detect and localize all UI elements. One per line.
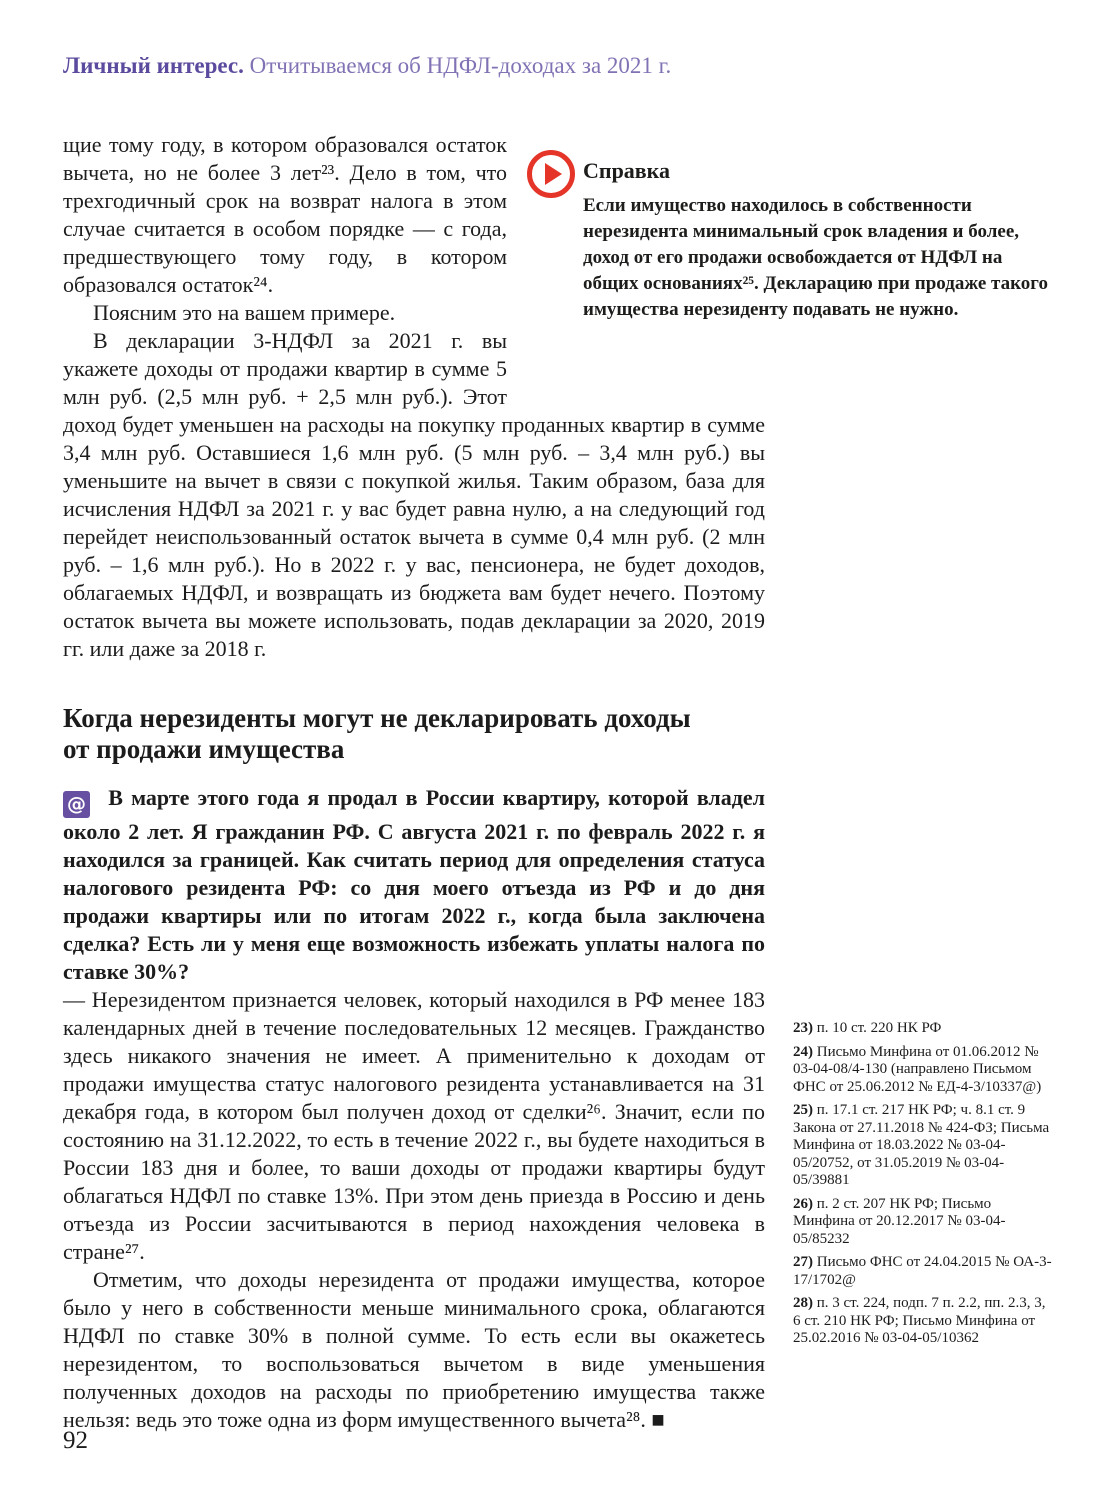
footnote-number: 23) [793,1020,813,1036]
rubric-label: Личный интерес. [63,53,244,78]
footnotes-column [793,1020,1055,1354]
footnote-number: 24) [793,1043,813,1060]
section-heading: Когда нерезиденты могут не декларировать доходы от продажи имущества [63,703,691,764]
paragraph-example: В декларации 3-НДФЛ за 2021 г. вы укажете доходы от продажи квартир в сумме 5 млн руб. (2,5 млн руб. + 2,5 млн руб.). Этот доход будет уменьшен на расходы на покупку проданных квартир в сумме 3,4 млн руб. Оставшиеся 1,6 млн руб. (5 млн руб. – 3,4 млн руб.) вы уменьшите на вычет в связи с покупкой жилья. Таким образом, база для исчисления НДФЛ за 2021 г. у вас будет равна нулю, а на следующий год перейдет неиспользованный остаток вычета в сумме 0,4 млн руб. (2 млн руб. – 1,6 млн руб.). Но в 2022 г. у вас, пенсионера, не будет доходов, облагаемых НДФЛ, и возвращать из бюджета вам будет нечего. Поэтому остаток вычета вы можете использовать, подав декларации за 2020, 2019 гг. или даже за 2018 г. [63,328,765,661]
page-number: 92 [63,1427,88,1454]
article-body [63,131,765,1434]
reference-box-text: Если имущество находилось в собственности нерезидента минимальный срок владения и более, доход от его продажи освобождается от НДФЛ на общих основаниях²⁵. Декларацию при продаже такого имущества нерезиденту подавать не нужно. [583,195,1048,320]
footnote-28 [793,1295,1055,1348]
paragraph-example-intro: Поясним это на вашем примере. [93,300,396,325]
footnote-text: п. 10 ст. 220 НК РФ [816,1020,942,1036]
reference-box-title: Справка [583,158,671,183]
reference-box [527,148,1049,323]
answer-paragraph-2: Отметим, что доходы нерезидента от продажи имущества, которое было у него в собственности меньше минимального срока, облагаются НДФЛ по ставке 30% в полной сумме. То есть если вы окажетесь нерезидентом, то воспользоваться вычетом в виде уменьшения полученных доходов на расходы по приобретению имущества также нельзя: ведь это тоже одна из форм имущественного вычета²⁸. ■ [63,1267,765,1432]
reader-letter-icon: @ [63,791,90,818]
rubric-subtitle: Отчитываемся об НДФЛ-доходах за 2021 г. [249,53,672,78]
play-circle-icon [527,150,575,198]
footnote-text: п. 2 ст. 207 НК РФ; Письмо Минфина от 20.12.2017 № 03-04-05/85232 [793,1195,1006,1247]
footnote-number: 26) [793,1195,813,1212]
reader-question [63,784,765,986]
footnote-23 [793,1020,1055,1038]
answer-paragraph-1: — Нерезидентом признается человек, который находился в РФ менее 183 календарных дней в течение последовательных 12 месяцев. Гражданство здесь никакого значения не имеет. А применительно к доходам от продажи имущества статус налогового резидента устанавливается на 31 декабря года, в котором был получен доход от сделки²⁶. Значит, если по состоянию на 31.12.2022, то есть в течение 2022 г., вы будете находиться в России 183 дня и более, то ваши доходы от продажи квартиры будут облагаться НДФЛ по ставке 13%. При этом день приезда в Россию и день отъезда из России засчитываются в период нахождения человека в стране²⁷. [63,987,765,1264]
question-text: В марте этого года я продал в России квартиру, которой владел около 2 лет. Я гражданин РФ. С августа 2021 г. по февраль 2022 г. я находился за границей. Как считать период для определения статуса налогового резидента РФ: со дня моего отъезда из РФ и до дня продажи квартиры или по итогам 2022 г., когда была заключена сделка? Есть ли у меня еще возможность избежать уплаты налога по ставке 30%? [63,785,765,984]
footnote-number: 28) [793,1295,813,1311]
footnote-number: 27) [793,1254,813,1270]
footnote-text: п. 3 ст. 224, подп. 7 п. 2.2, пп. 2.3, 3, 6 ст. 210 НК РФ; Письмо Минфина от 25.02.2016 № 03-04-05/10362 [793,1295,1046,1346]
footnote-24 [793,1044,1055,1097]
footnote-25 [793,1102,1055,1190]
footnote-27 [793,1254,1055,1289]
running-head [63,52,671,80]
footnote-text: Письмо Минфина от 01.06.2012 № 03-04-08/4-130 (направлено Письмом ФНС от 25.06.2012 № ЕД-4-3/10337@) [793,1043,1042,1095]
footnote-26 [793,1196,1055,1249]
footnote-text: Письмо ФНС от 24.04.2015 № ОА-3-17/1702@ [793,1254,1052,1288]
footnote-text: п. 17.1 ст. 217 НК РФ; ч. 8.1 ст. 9 Закона от 27.11.2018 № 424-ФЗ; Письма Минфина от 18.03.2022 № 03-04-05/20752, от 31.05.2019 № 03-04-05/39881 [793,1102,1050,1188]
footnote-number: 25) [793,1102,813,1118]
paragraph-continuation: щие тому году, в котором образовался остаток вычета, но не более 3 лет²³. Дело в том, что трехгодичный срок на возврат налога в этом случае считается в особом порядке — с года, предшествующего тому году, в котором образовался остаток²⁴. [63,132,507,297]
reference-box-content [583,158,1049,323]
